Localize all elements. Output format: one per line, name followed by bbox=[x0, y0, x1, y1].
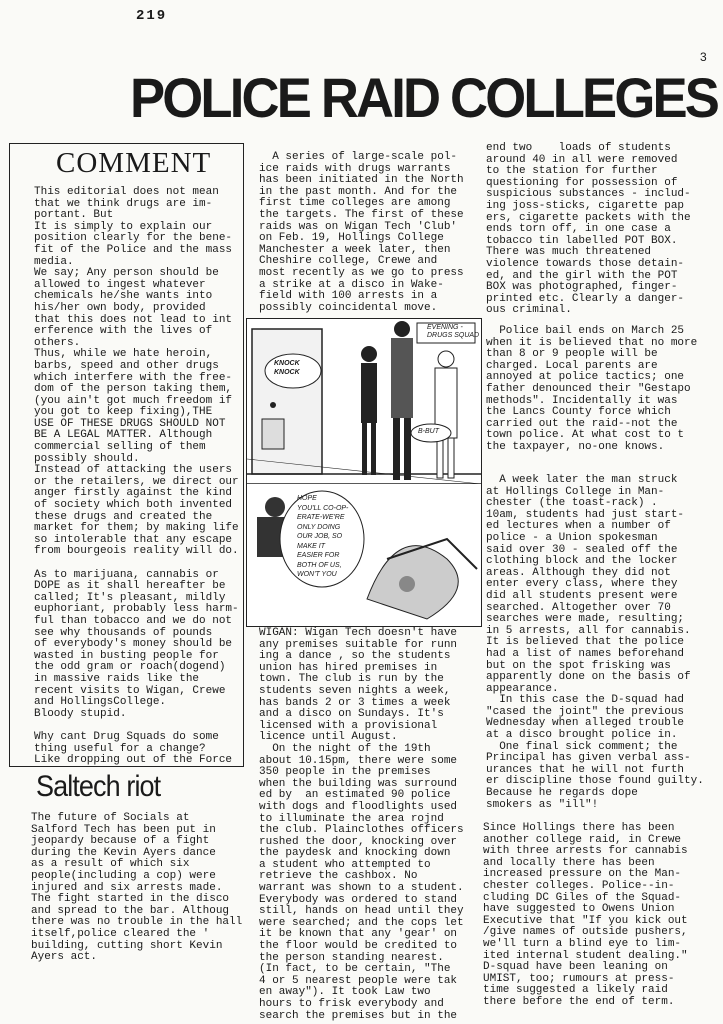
saltech-title: Saltech riot bbox=[36, 770, 161, 803]
saltech-text: The future of Socials at Salford Tech has been put in jeopardy because of a fight during the Kevin Ayers dance as a result of which six people(including a cop) were injured and six arrests made. The fight started in the disco and spread to the bar. Althoug there was no trouble in the hall itself,police cleared the ' building, cutting short Kevin Ayers act. bbox=[31, 812, 243, 964]
cartoon-sign: EVENING - DRUGS SQUAD bbox=[427, 324, 480, 339]
wigan-report: WIGAN: Wigan Tech doesn't have any premises suitable for runn ing a dance , so the students union has hired premises in town. The club is run by the students seven nights a week, has bands 2 or 3 times a week and a disco on Sundays. It's licensed with a provisional licence until August. On the night of the 19th about 10.15pm, there were some 350 people in the premises when the building was surround ed by an estimated 90 police with dogs and floodlights used to illuminate the area rojnd the club. Plainclothes officers rushed the door, knocking over the paydesk and knocking down a student who attempted to retrieve the cashbox. No warrant was shown to a student. Everybody was ordered to stand still, hands on head until they were searched; and the cops let it be known that any 'gear' on the floor would be credited to the person standing nearest. (In fact, to be certain, "The 4 or 5 nearest people were tak en away"). It took Law two hours to frisk everybody and search the premises but in the bbox=[259, 627, 464, 1022]
side-number: 3 bbox=[700, 50, 707, 64]
col3-continued: end two loads of students around 40 in all were removed to the station for further questioning for possession of suspicious substances - includ- ing joss-sticks, cigarette pap ers, cigarette packets with the ends torn off, in one case a tobacco tin labelled POT BOX. There was much threatened violence towards those detain- ed, and the girl with the POT BOX was photographed, finger- printed etc. Clearly a danger- ous criminal. bbox=[486, 142, 691, 317]
cartoon-illustration bbox=[246, 318, 482, 627]
cartoon-knock-text: KNOCK KNOCK bbox=[274, 360, 300, 376]
crewe-report: Since Hollings there has been another college raid, in Crewe with three arrests for cannabis and locally there has been increased pressure on the Man- chester colleges. Police--in- cluding DC Giles of the Squad- have suggested to Owens Union Executive that "If you kick out /give names of outside pushers, we'll turn a blind eye to lim- ited internal student dealing." D-squad have been leaning on UMIST, too; rumours at press- time suggested a likely raid there before the end of term. bbox=[483, 822, 688, 1008]
cartoon-speech-text: HOPE YOU'LL CO-OP- ERATE-WE'RE ONLY DOING OUR JOB, SO MAKE IT EASIER FOR BOTH OF US, WON'T YOU bbox=[297, 495, 349, 578]
page-number: 219 bbox=[136, 8, 168, 24]
headline: POLICE RAID COLLEGES bbox=[130, 66, 718, 129]
hollings-report: A week later the man struck at Hollings College in Man- chester (the toast-rack) . 10am, students had just start- ed lectures when a number of police - a Union spokesman said over 30 - sealed off the clothing block and the locker areas. Although they did not enter every class, where they did all students present were searched. Altogether over 70 searches were made, resulting; in 5 arrests, all for cannabis. It is believed that the police had a list of names beforehand but on the spot frisking was apparently done on the basis of appearance. In this case the D-squad had "cased the joint" the previous Wednesday when alleged trouble at a disco brought police in. One final sick comment; the Principal has given verbal ass- urances that he will not furth er discipline those found guilty. Because he regards dope smokers as "ill"! bbox=[486, 474, 704, 811]
police-bail-text: Police bail ends on March 25 when it is believed that no more than 8 or 9 people will be charged. Local parents are annoyed at police tactics; one father denounced their "Gestapo methods". Incidentally it was the Lancs County force which carried out the raid--not the town police. At what cost to t the taxpayer, no-one knows. bbox=[486, 325, 698, 453]
comment-text: This editorial does not mean that we think drugs are im- portant. But It is simply to explain our position clearly for the bene- fit of the Police and the mass media. We say; Any person should be allowed to ingest whatever chemicals he/she wants into his/her own body, provided that this does not lead to int erference with the lives of others. Thus, while we hate heroin, barbs, speed and other drugs which interfere with the free- dom of the person taking them, (you ain't got much freedom if you got to keep fixing),THE USE OF THESE DRUGS SHOULD NOT BE A LEGAL MATTER. Although commercial selling of them possibly should. Instead of attacking the users or the retailers, we direct our anger firstly against the kind of society which both invented these drugs and created the market for them; by making life so intolerable that any escape from bourgeois reality will do. As to marijuana, cannabis or DOPE as it shall hereafter be called; It's pleasant, mildly euphoriant, probably less harm- ful than tobacco and we do not see why thousands of pounds of everybody's money should be wasted in busting people for the odd gram or roach(dogend) in massive raids like the recent visits to Wigan, Crewe and HollingsCollege. Bloody stupid. Why cant Drug Squads do some thing useful for a change? Like dropping out of the Force bbox=[34, 186, 239, 767]
comment-title: COMMENT bbox=[56, 147, 212, 179]
article-intro: A series of large-scale pol- ice raids with drugs warrants has been initiated in the North in the past month. And for the first time colleges are among the targets. The first of these raids was on Wigan Tech 'Club' on Feb. 19, Hollings College Manchester a week later, then Cheshire college, Crewe and most recently as we go to press a strike at a disco in Wake- field with 100 arrests in a possibly coincidental move. bbox=[259, 151, 464, 314]
cartoon-but-text: B-BUT bbox=[418, 428, 439, 435]
